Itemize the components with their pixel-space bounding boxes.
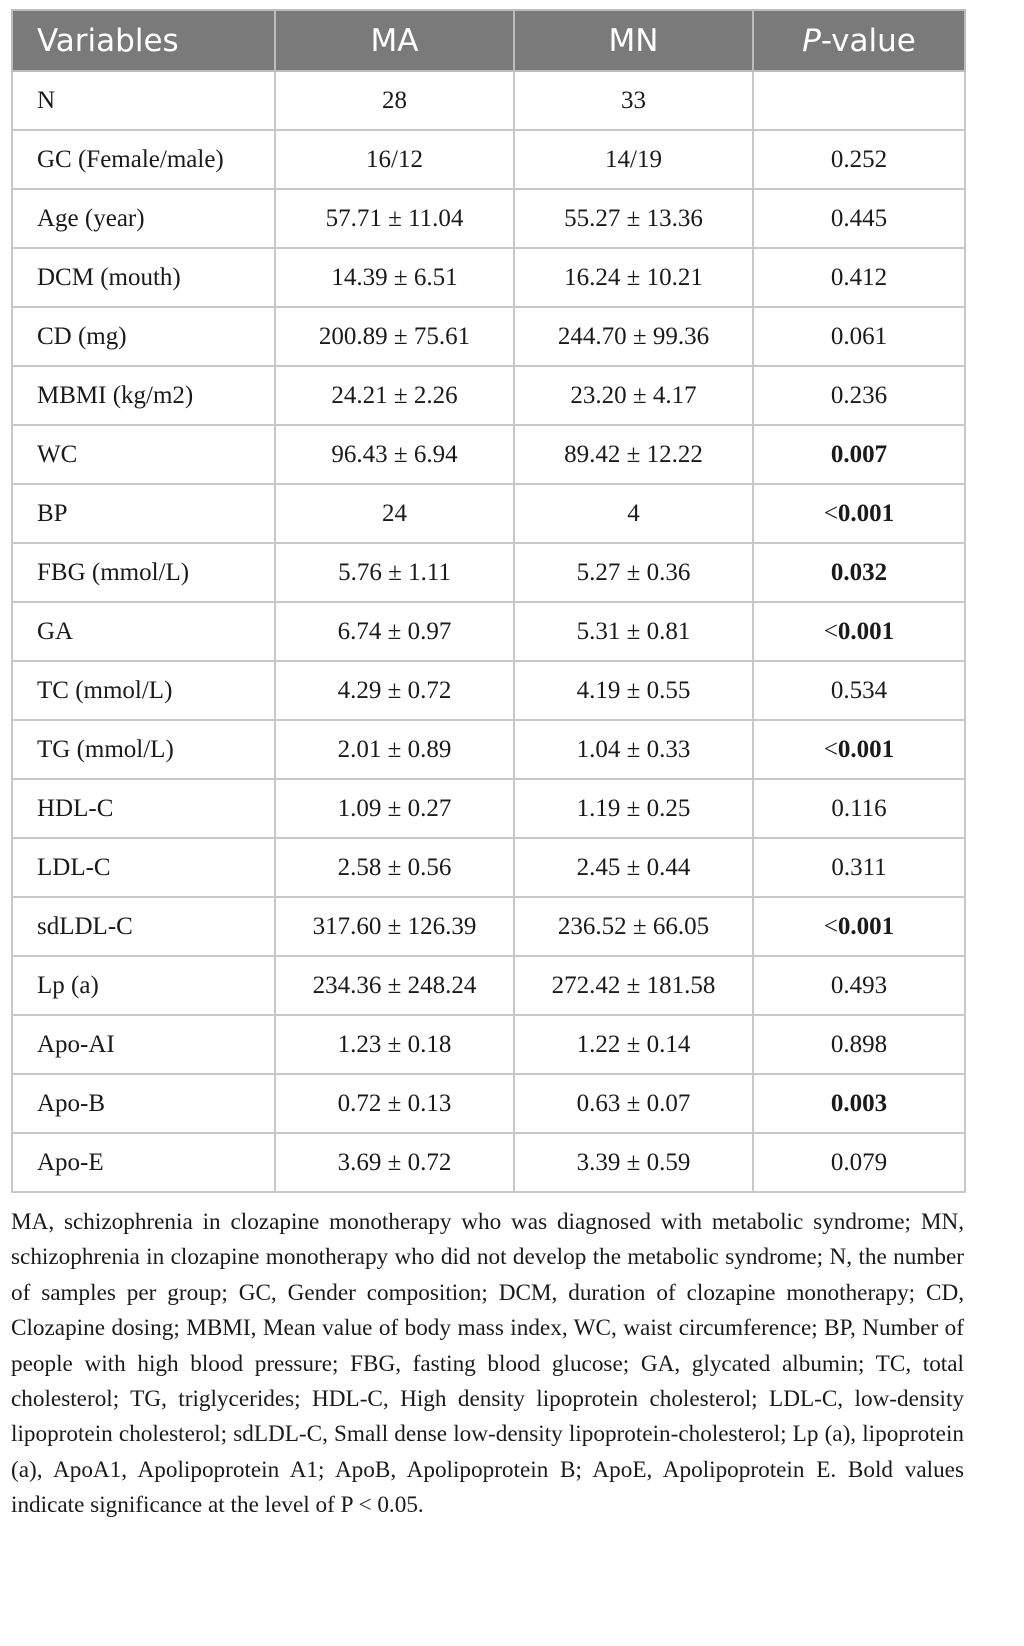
cell-ma: 6.74 ± 0.97 [275,602,514,661]
cell-mn: 4 [514,484,753,543]
cell-variable: TC (mmol/L) [12,661,275,720]
header-mn: MN [514,10,753,71]
table-footnote: MA, schizophrenia in clozapine monotherapy who was diagnosed with metabolic syndrome; MN, schizophrenia in clozapine monotherapy who did not develop the metabolic syndrome; N, the number of samples per group; GC, Gender composition; DCM, duration of clozapine monotherapy; CD, Clozapine dosing; MBMI, Mean value of body mass index, WC, waist circumference; BP, Number of people with high blood pressure; FBG, fasting blood glucose; GA, glycated albumin; TC, total cholesterol; TG, triglycerides; HDL-C, High density lipoprotein cholesterol; LDL-C, low-density lipoprotein cholesterol; sdLDL-C, Small dense low-density lipoprotein-cholesterol; Lp (a), lipoprotein (a), ApoA1, Apolipoprotein A1; ApoB, Apolipoprotein B; ApoE, Apolipoprotein E. Bold values indicate significance at the level of P < 0.05. [11,1209,964,1519]
cell-variable: BP [12,484,275,543]
cell-mn: 5.27 ± 0.36 [514,543,753,602]
cell-ma: 0.72 ± 0.13 [275,1074,514,1133]
cell-p-value [753,71,965,130]
table-row [12,130,965,189]
table-row [12,897,965,956]
cell-p-value [753,130,965,189]
header-variables: Variables [12,10,275,71]
cell-variable: Age (year) [12,189,275,248]
table-row [12,189,965,248]
p-value: 0.493 [830,971,888,999]
cell-variable: N [12,71,275,130]
cell-variable: Lp (a) [12,956,275,1015]
cell-mn: 1.19 ± 0.25 [514,779,753,838]
p-value: 0.001 [837,735,895,763]
cell-ma: 2.58 ± 0.56 [275,838,514,897]
cell-p-value [753,1074,965,1133]
header-p-italic: P [802,22,821,59]
cell-p-value [753,897,965,956]
table-row [12,366,965,425]
table-row [12,71,965,130]
p-prefix: < [823,499,838,527]
header-p-value [753,10,965,71]
header-ma: MA [275,10,514,71]
cell-mn: 4.19 ± 0.55 [514,661,753,720]
p-value: 0.003 [830,1089,888,1117]
cell-ma: 16/12 [275,130,514,189]
table-row [12,661,965,720]
p-value: 0.236 [830,381,888,409]
cell-p-value [753,484,965,543]
cell-ma: 4.29 ± 0.72 [275,661,514,720]
cell-p-value [753,602,965,661]
cell-variable: DCM (mouth) [12,248,275,307]
cell-mn: 89.42 ± 12.22 [514,425,753,484]
cell-p-value [753,366,965,425]
table-row [12,425,965,484]
p-value: 0.445 [830,204,888,232]
cell-ma: 24.21 ± 2.26 [275,366,514,425]
p-value: 0.412 [830,263,888,291]
table-row [12,543,965,602]
p-value: 0.032 [830,558,888,586]
p-prefix: < [823,912,838,940]
cell-p-value [753,1015,965,1074]
p-value: 0.007 [830,440,888,468]
cell-variable: FBG (mmol/L) [12,543,275,602]
header-p-rest: -value [820,22,916,59]
cell-variable: sdLDL-C [12,897,275,956]
cell-mn: 272.42 ± 181.58 [514,956,753,1015]
cell-ma: 1.23 ± 0.18 [275,1015,514,1074]
cell-p-value [753,248,965,307]
p-prefix: < [823,617,838,645]
cell-p-value [753,307,965,366]
p-value: 0.898 [830,1030,888,1058]
p-value: 0.311 [831,853,887,881]
cell-ma: 1.09 ± 0.27 [275,779,514,838]
cell-mn: 33 [514,71,753,130]
cell-p-value [753,779,965,838]
cell-variable: TG (mmol/L) [12,720,275,779]
cell-ma: 317.60 ± 126.39 [275,897,514,956]
cell-variable: Apo-B [12,1074,275,1133]
cell-p-value [753,720,965,779]
table-row [12,307,965,366]
p-prefix: < [823,735,838,763]
cell-ma: 5.76 ± 1.11 [275,543,514,602]
cell-p-value [753,1133,965,1192]
cell-ma: 3.69 ± 0.72 [275,1133,514,1192]
table-row [12,720,965,779]
p-value: 0.001 [837,912,895,940]
table-row [12,602,965,661]
cell-variable: Apo-E [12,1133,275,1192]
cell-p-value [753,661,965,720]
cell-mn: 3.39 ± 0.59 [514,1133,753,1192]
cell-ma: 96.43 ± 6.94 [275,425,514,484]
p-value: 0.252 [830,145,888,173]
cell-ma: 14.39 ± 6.51 [275,248,514,307]
cell-mn: 1.04 ± 0.33 [514,720,753,779]
table-container [11,9,964,1524]
cell-p-value [753,838,965,897]
table-row [12,1074,965,1133]
table-row [12,484,965,543]
cell-variable: GA [12,602,275,661]
cell-mn: 5.31 ± 0.81 [514,602,753,661]
p-value: 0.079 [830,1148,888,1176]
cell-mn: 2.45 ± 0.44 [514,838,753,897]
p-value: 0.116 [831,794,887,822]
cell-mn: 244.70 ± 99.36 [514,307,753,366]
cell-mn: 55.27 ± 13.36 [514,189,753,248]
cell-ma: 200.89 ± 75.61 [275,307,514,366]
cell-variable: CD (mg) [12,307,275,366]
cell-mn: 14/19 [514,130,753,189]
cell-mn: 1.22 ± 0.14 [514,1015,753,1074]
cell-p-value [753,543,965,602]
p-value: 0.061 [830,322,888,350]
cell-variable: LDL-C [12,838,275,897]
table-row [12,1015,965,1074]
cell-p-value [753,956,965,1015]
cell-ma: 28 [275,71,514,130]
cell-variable: Apo-AI [12,1015,275,1074]
p-value: 0.534 [830,676,888,704]
cell-variable: WC [12,425,275,484]
header-row [12,10,965,71]
cell-ma: 2.01 ± 0.89 [275,720,514,779]
cell-p-value [753,425,965,484]
p-value: 0.001 [837,499,895,527]
table-row [12,956,965,1015]
table-header [12,10,965,71]
cell-variable: GC (Female/male) [12,130,275,189]
p-value: 0.001 [837,617,895,645]
table-row [12,779,965,838]
cell-p-value [753,189,965,248]
cell-mn: 23.20 ± 4.17 [514,366,753,425]
cell-mn: 16.24 ± 10.21 [514,248,753,307]
results-table [11,9,966,1193]
table-row [12,248,965,307]
table-row [12,838,965,897]
cell-variable: HDL-C [12,779,275,838]
cell-variable: MBMI (kg/m2) [12,366,275,425]
cell-mn: 0.63 ± 0.07 [514,1074,753,1133]
table-row [12,1133,965,1192]
cell-ma: 234.36 ± 248.24 [275,956,514,1015]
table-body [12,71,965,1192]
cell-ma: 24 [275,484,514,543]
cell-mn: 236.52 ± 66.05 [514,897,753,956]
cell-ma: 57.71 ± 11.04 [275,189,514,248]
